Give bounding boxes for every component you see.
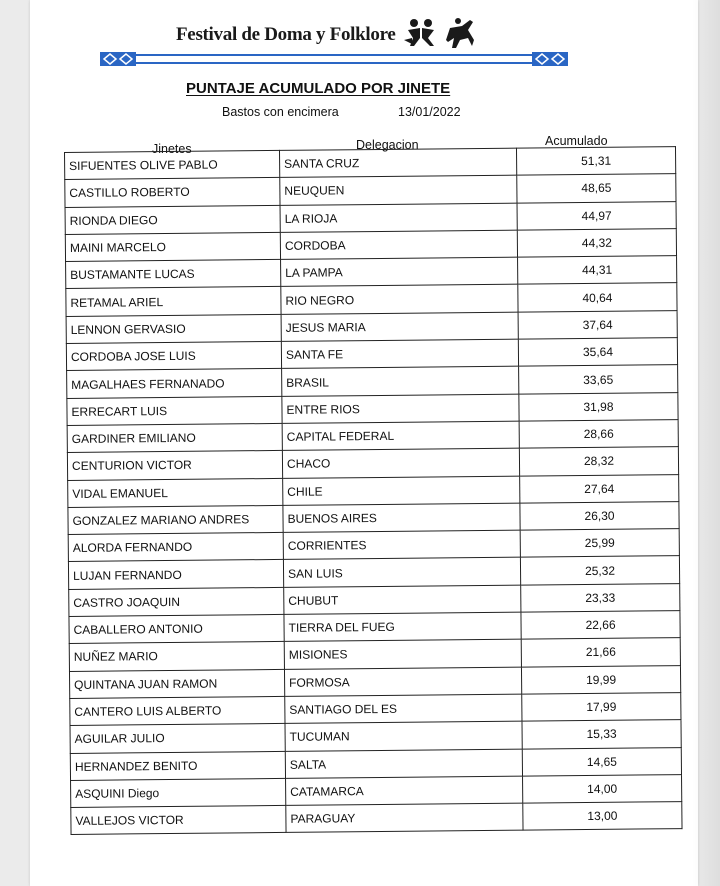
- score-cell: 14,65: [522, 747, 681, 776]
- delegation-cell: SALTA: [285, 749, 522, 779]
- delegation-cell: JESUS MARIA: [281, 312, 518, 342]
- delegation-cell: FORMOSA: [284, 667, 521, 697]
- score-cell: 33,65: [519, 365, 678, 394]
- delegation-cell: MISIONES: [284, 639, 521, 669]
- delegation-cell: NEUQUEN: [280, 175, 517, 205]
- column-header-accumulated: Acumulado: [545, 134, 608, 148]
- report-category: Bastos con encimera: [222, 105, 339, 119]
- report-title: PUNTAJE ACUMULADO POR JINETE: [186, 80, 451, 97]
- rider-cell: MAINI MARCELO: [65, 232, 280, 261]
- band-ornament-left: [100, 52, 136, 66]
- score-cell: 44,31: [518, 256, 677, 285]
- band-ornament-right: [532, 52, 568, 66]
- delegation-cell: RIO NEGRO: [281, 285, 518, 315]
- festival-title: Festival de Doma y Folklore: [176, 24, 396, 45]
- delegation-cell: LA PAMPA: [281, 257, 518, 287]
- score-cell: 31,98: [519, 392, 678, 421]
- score-cell: 13,00: [523, 802, 682, 831]
- delegation-cell: PARAGUAY: [286, 803, 523, 833]
- score-cell: 23,33: [521, 583, 680, 612]
- rider-cell: QUINTANA JUAN RAMON: [69, 669, 284, 698]
- score-cell: 51,31: [516, 147, 675, 176]
- horse-rider-icon: [446, 18, 474, 48]
- score-cell: 14,00: [523, 774, 682, 803]
- delegation-cell: BRASIL: [282, 367, 519, 397]
- delegation-cell: CHUBUT: [284, 585, 521, 615]
- rider-cell: AGUILAR JULIO: [70, 724, 285, 753]
- score-cell: 26,30: [520, 501, 679, 530]
- report-subtitle: [222, 105, 461, 119]
- score-cell: 25,32: [520, 556, 679, 585]
- report-date: 13/01/2022: [398, 105, 461, 119]
- decorative-band: [100, 54, 568, 64]
- delegation-cell: TUCUMAN: [285, 721, 522, 751]
- rider-cell: CASTRO JOAQUIN: [69, 587, 284, 616]
- festival-logo: [400, 16, 480, 50]
- page-edge-shadow: [692, 0, 720, 886]
- rider-cell: ALORDA FERNANDO: [68, 533, 283, 562]
- score-cell: 15,33: [522, 720, 681, 749]
- delegation-cell: BUENOS AIRES: [283, 503, 520, 533]
- rider-cell: HERNANDEZ BENITO: [70, 751, 285, 780]
- rider-cell: LUJAN FERNANDO: [68, 560, 283, 589]
- rider-cell: CORDOBA JOSE LUIS: [66, 342, 281, 371]
- rider-cell: RETAMAL ARIEL: [66, 287, 281, 316]
- rider-cell: GONZALEZ MARIANO ANDRES: [68, 505, 283, 534]
- rider-cell: SIFUENTES OLIVE PABLO: [65, 150, 280, 179]
- rider-cell: RIONDA DIEGO: [65, 205, 280, 234]
- delegation-cell: CAPITAL FEDERAL: [282, 421, 519, 451]
- score-cell: 44,97: [517, 201, 676, 230]
- column-header-rider: Jinetes: [152, 142, 192, 156]
- score-cell: 44,32: [517, 229, 676, 258]
- score-cell: 22,66: [521, 611, 680, 640]
- score-cell: 40,64: [518, 283, 677, 312]
- delegation-cell: CHACO: [282, 448, 519, 478]
- score-cell: 28,32: [519, 447, 678, 476]
- delegation-cell: TIERRA DEL FUEG: [284, 612, 521, 642]
- rider-cell: ASQUINI Diego: [71, 778, 286, 807]
- score-cell: 37,64: [518, 310, 677, 339]
- rider-cell: CASTILLO ROBERTO: [65, 178, 280, 207]
- rider-cell: CANTERO LUIS ALBERTO: [70, 696, 285, 725]
- rider-cell: MAGALHAES FERNANADO: [67, 369, 282, 398]
- delegation-cell: CATAMARCA: [286, 776, 523, 806]
- delegation-cell: SANTA CRUZ: [279, 148, 516, 178]
- table-row: [71, 802, 682, 835]
- delegation-cell: SAN LUIS: [283, 558, 520, 588]
- score-cell: 28,66: [519, 420, 678, 449]
- rider-cell: LENNON GERVASIO: [66, 314, 281, 343]
- ranking-table-body: [65, 147, 683, 835]
- rider-cell: VIDAL EMANUEL: [68, 478, 283, 507]
- score-cell: 25,99: [520, 529, 679, 558]
- delegation-cell: LA RIOJA: [280, 203, 517, 233]
- rider-cell: NUÑEZ MARIO: [69, 642, 284, 671]
- delegation-cell: SANTIAGO DEL ES: [285, 694, 522, 724]
- rider-cell: CENTURION VICTOR: [67, 451, 282, 480]
- dancing-couple-icon: [404, 19, 434, 46]
- score-cell: 27,64: [520, 474, 679, 503]
- delegation-cell: CORRIENTES: [283, 530, 520, 560]
- score-cell: 19,99: [521, 665, 680, 694]
- delegation-cell: CORDOBA: [280, 230, 517, 260]
- rider-cell: BUSTAMANTE LUCAS: [66, 260, 281, 289]
- rider-cell: GARDINER EMILIANO: [67, 423, 282, 452]
- score-cell: 35,64: [518, 338, 677, 367]
- rider-cell: ERRECART LUIS: [67, 396, 282, 425]
- column-header-delegation: Delegacion: [356, 138, 419, 152]
- festival-banner: [100, 14, 600, 66]
- rider-cell: CABALLERO ANTONIO: [69, 614, 284, 643]
- rider-cell: VALLEJOS VICTOR: [71, 806, 286, 835]
- delegation-cell: SANTA FE: [281, 339, 518, 369]
- score-cell: 17,99: [522, 693, 681, 722]
- ranking-table: [64, 146, 683, 835]
- delegation-cell: ENTRE RIOS: [282, 394, 519, 424]
- delegation-cell: CHILE: [283, 476, 520, 506]
- score-cell: 21,66: [521, 638, 680, 667]
- score-cell: 48,65: [517, 174, 676, 203]
